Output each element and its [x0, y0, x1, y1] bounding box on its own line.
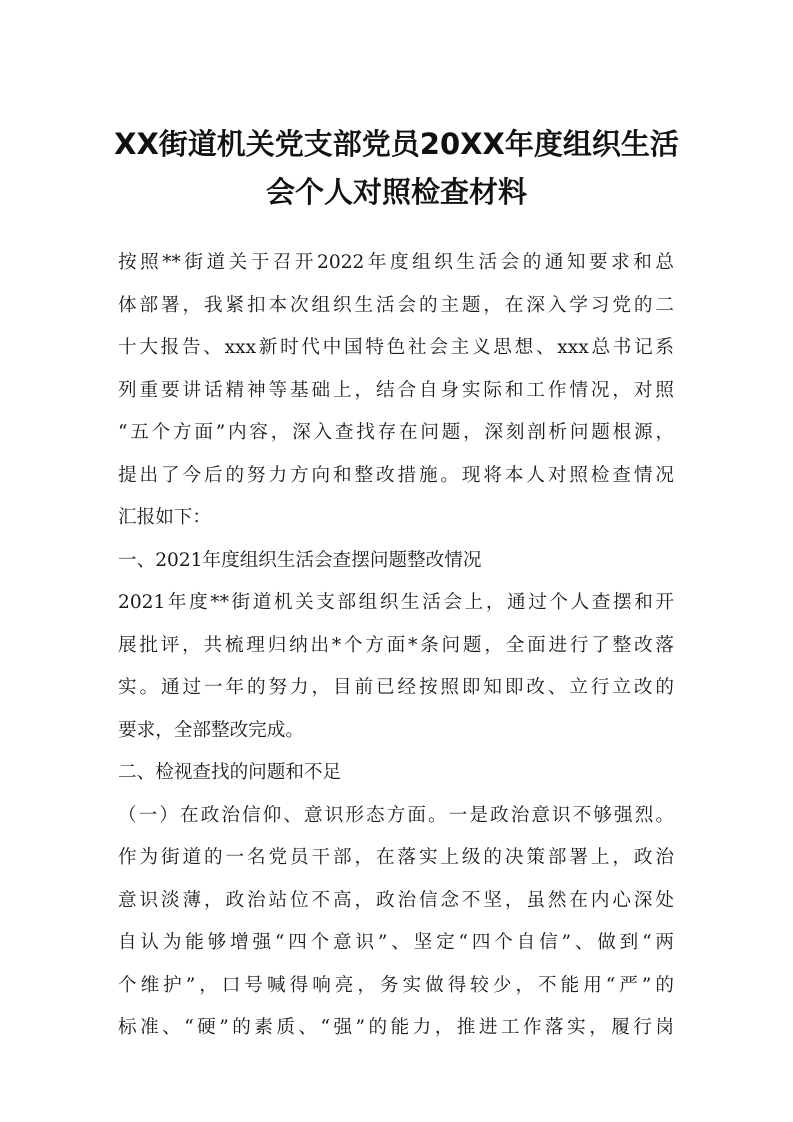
body-line: 实。通过一年的努力，目前已经按照即知即改、立行立改的	[118, 677, 674, 698]
body-line: 展批评，共梳理归纳出*个方面*条问题，全面进行了整改落	[118, 635, 674, 656]
document-title-line-2: 会个人对照检查材料	[265, 175, 527, 209]
body-line: 意识淡薄，政治站位不高，政治信念不坚，虽然在内心深处	[118, 890, 674, 911]
body-line: 2021年度**街道机关支部组织生活会上，通过个人查摆和开	[118, 592, 674, 613]
body-line: 按照**街道关于召开2022年度组织生活会的通知要求和总	[118, 252, 674, 273]
document-title-line-1: XX街道机关党支部党员20XX年度组织生活	[114, 127, 679, 161]
body-line: “五个方面”内容，深入查找存在问题，深刻剖析问题根源，	[118, 422, 674, 443]
body-line: 汇报如下：	[118, 507, 211, 528]
section-heading-2: 二、检视查找的问题和不足	[118, 762, 342, 783]
body-line: 作为街道的一名党员干部，在落实上级的决策部署上，政治	[118, 847, 674, 868]
body-line: 列重要讲话精神等基础上，结合自身实际和工作情况，对照	[118, 380, 674, 401]
body-line: 提出了今后的努力方向和整改措施。现将本人对照检查情况	[118, 465, 674, 486]
section-heading-1: 一、2021年度组织生活会查摆问题整改情况	[118, 550, 482, 571]
body-line: 自认为能够增强“四个意识”、坚定“四个自信”、做到“两	[118, 932, 674, 953]
body-line: 个维护”，口号喊得响亮，务实做得较少，不能用“严”的	[118, 975, 674, 996]
body-line: 十大报告、xxx新时代中国特色社会主义思想、xxx总书记系	[118, 337, 674, 358]
body-line: （一）在政治信仰、意识形态方面。一是政治意识不够强烈。	[118, 805, 674, 826]
body-line: 要求，全部整改完成。	[118, 720, 304, 741]
body-line: 标准、“硬”的素质、“强”的能力，推进工作落实，履行岗	[118, 1017, 674, 1038]
body-line: 体部署，我紧扣本次组织生活会的主题，在深入学习党的二	[118, 295, 674, 316]
